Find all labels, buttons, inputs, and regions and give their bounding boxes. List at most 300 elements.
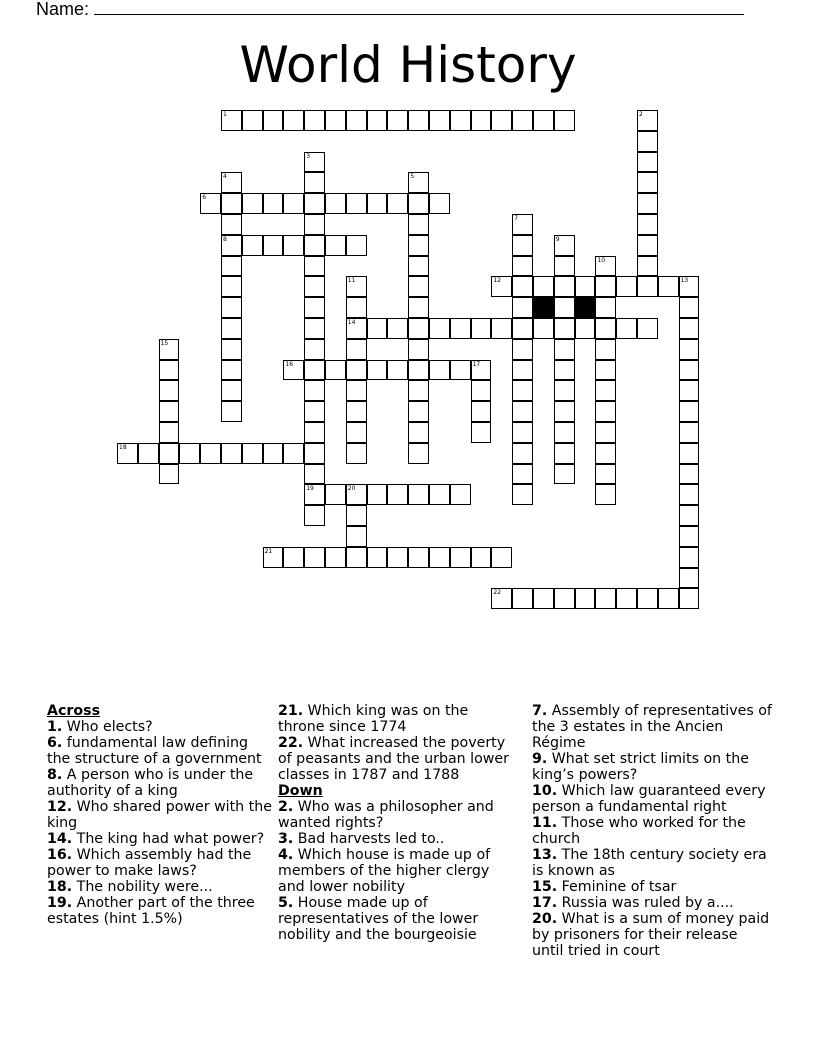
grid-cell[interactable]	[637, 172, 658, 193]
grid-cell[interactable]	[429, 547, 450, 568]
clues-column-3	[532, 703, 772, 959]
grid-cell[interactable]	[429, 484, 450, 505]
grid-cell[interactable]	[346, 547, 367, 568]
grid-cell[interactable]	[595, 339, 616, 360]
grid-cell[interactable]	[679, 380, 700, 401]
clue-number-label: 1	[223, 111, 227, 118]
grid-cell[interactable]	[179, 443, 200, 464]
name-field[interactable]	[36, 0, 744, 20]
grid-cell[interactable]	[554, 360, 575, 381]
clue-number: 2.	[278, 799, 294, 815]
grid-cell[interactable]	[221, 360, 242, 381]
grid-cell[interactable]	[512, 256, 533, 277]
grid-cell[interactable]	[221, 214, 242, 235]
grid-cell[interactable]	[616, 318, 637, 339]
grid-cell[interactable]	[679, 276, 700, 297]
grid-cell[interactable]	[512, 297, 533, 318]
grid-cell[interactable]	[159, 464, 180, 485]
grid-cell[interactable]	[367, 360, 388, 381]
grid-cell[interactable]	[471, 422, 492, 443]
grid-cell[interactable]	[595, 360, 616, 381]
clue-number-label: 12	[493, 277, 502, 285]
grid-cell[interactable]	[263, 193, 284, 214]
grid-cell[interactable]	[221, 401, 242, 422]
clue-number: 16.	[47, 847, 73, 863]
grid-cell[interactable]	[637, 110, 658, 131]
grid-cell[interactable]	[325, 110, 346, 131]
clue-number-label: 3	[306, 152, 311, 160]
clue-number: 19.	[47, 895, 73, 911]
grid-cell[interactable]	[595, 484, 616, 505]
clue-text: House made up of representatives of the lower nobility and the bourgeoisie	[278, 895, 479, 943]
clue-number-label: 21	[264, 547, 273, 555]
grid-cell[interactable]	[554, 235, 575, 256]
grid-cell[interactable]	[491, 276, 512, 297]
grid-cell[interactable]	[346, 505, 367, 526]
grid-cell[interactable]	[304, 339, 325, 360]
grid-cell[interactable]	[408, 484, 429, 505]
grid-cell[interactable]	[512, 339, 533, 360]
grid-cell[interactable]	[346, 360, 367, 381]
grid-cell[interactable]	[637, 193, 658, 214]
grid-cell[interactable]	[283, 360, 304, 381]
grid-cell[interactable]	[346, 276, 367, 297]
grid-cell[interactable]	[304, 235, 325, 256]
grid-cell[interactable]	[159, 443, 180, 464]
clue-text: What is a sum of money paid by prisoners for their release until tried in court	[532, 911, 770, 959]
grid-cell[interactable]	[429, 110, 450, 131]
grid-cell[interactable]	[595, 464, 616, 485]
grid-cell[interactable]	[679, 568, 700, 589]
clue-number: 18.	[47, 879, 73, 895]
clue-text: Which house is made up of members of the higher clergy and lower nobility	[278, 847, 491, 895]
grid-cell[interactable]	[595, 256, 616, 277]
grid-cell[interactable]	[533, 588, 554, 609]
black-cell	[575, 297, 596, 318]
clue-number: 15.	[532, 879, 558, 895]
clue-number: 14.	[47, 831, 73, 847]
clue-text: Which assembly had the power to make laws?	[47, 847, 252, 879]
grid-cell[interactable]	[637, 152, 658, 173]
clue-text: Which king was on the throne since 1774	[278, 703, 469, 735]
grid-cell[interactable]	[471, 401, 492, 422]
clue-down-3	[278, 831, 518, 847]
clue-across-6	[47, 735, 272, 767]
grid-cell[interactable]	[554, 256, 575, 277]
grid-cell[interactable]	[304, 214, 325, 235]
grid-cell[interactable]	[616, 276, 637, 297]
grid-cell[interactable]	[637, 214, 658, 235]
grid-cell[interactable]	[283, 235, 304, 256]
grid-cell[interactable]	[408, 172, 429, 193]
grid-cell[interactable]	[450, 318, 471, 339]
grid-cell[interactable]	[304, 484, 325, 505]
grid-cell[interactable]	[408, 256, 429, 277]
grid-cell[interactable]	[637, 318, 658, 339]
clue-number: 1.	[47, 719, 63, 735]
grid-cell[interactable]	[679, 318, 700, 339]
grid-cell[interactable]	[304, 297, 325, 318]
grid-cell[interactable]	[159, 422, 180, 443]
grid-cell[interactable]	[387, 318, 408, 339]
grid-cell[interactable]	[304, 547, 325, 568]
grid-cell[interactable]	[221, 235, 242, 256]
grid-cell[interactable]	[658, 588, 679, 609]
clue-text: Assembly of representatives of the 3 estates in the Ancien Régime	[532, 703, 772, 751]
grid-cell[interactable]	[117, 443, 138, 464]
clue-down-2	[278, 799, 518, 831]
grid-cell[interactable]	[575, 318, 596, 339]
grid-cell[interactable]	[679, 297, 700, 318]
grid-cell[interactable]	[387, 484, 408, 505]
grid-cell[interactable]	[408, 193, 429, 214]
grid-cell[interactable]	[408, 214, 429, 235]
grid-cell[interactable]	[512, 401, 533, 422]
grid-cell[interactable]	[637, 256, 658, 277]
grid-cell[interactable]	[367, 484, 388, 505]
grid-cell[interactable]	[346, 193, 367, 214]
clue-across-12	[47, 799, 272, 831]
grid-cell[interactable]	[533, 318, 554, 339]
grid-cell[interactable]	[491, 588, 512, 609]
clue-number-label: 5	[410, 173, 415, 181]
grid-cell[interactable]	[512, 588, 533, 609]
clue-number: 6.	[47, 735, 63, 751]
grid-cell[interactable]	[304, 276, 325, 297]
name-label: Name:	[36, 0, 90, 19]
grid-cell[interactable]	[367, 110, 388, 131]
grid-cell[interactable]	[283, 443, 304, 464]
grid-cell[interactable]	[554, 380, 575, 401]
clue-number: 11.	[532, 815, 558, 831]
clue-down-13	[532, 847, 772, 879]
grid-cell[interactable]	[512, 318, 533, 339]
grid-cell[interactable]	[387, 547, 408, 568]
clue-text: The king had what power?	[72, 831, 265, 847]
clue-number-label: 20	[347, 485, 356, 493]
grid-cell[interactable]	[408, 276, 429, 297]
grid-cell[interactable]	[408, 380, 429, 401]
grid-cell[interactable]	[221, 443, 242, 464]
grid-cell[interactable]	[304, 401, 325, 422]
clue-across-22	[278, 735, 518, 783]
grid-cell[interactable]	[346, 110, 367, 131]
grid-cell[interactable]	[221, 256, 242, 277]
clue-number-label: 7	[514, 215, 519, 222]
clue-number-label: 6	[202, 194, 207, 202]
clue-text: Russia was ruled by a....	[557, 895, 734, 911]
grid-cell[interactable]	[554, 276, 575, 297]
grid-cell[interactable]	[304, 256, 325, 277]
clue-across-1	[47, 719, 272, 735]
page-title: World History	[239, 36, 577, 94]
grid-cell[interactable]	[554, 588, 575, 609]
grid-cell[interactable]	[263, 443, 284, 464]
grid-cell[interactable]	[679, 588, 700, 609]
grid-cell[interactable]	[637, 588, 658, 609]
grid-cell[interactable]	[221, 380, 242, 401]
grid-cell[interactable]	[512, 443, 533, 464]
grid-cell[interactable]	[658, 276, 679, 297]
grid-cell[interactable]	[325, 484, 346, 505]
grid-cell[interactable]	[304, 193, 325, 214]
name-blank-line[interactable]	[94, 0, 744, 15]
grid-cell[interactable]	[595, 297, 616, 318]
clue-number: 20.	[532, 911, 558, 927]
grid-cell[interactable]	[512, 422, 533, 443]
grid-cell[interactable]	[595, 443, 616, 464]
grid-cell[interactable]	[575, 276, 596, 297]
grid-cell[interactable]	[200, 193, 221, 214]
grid-cell[interactable]	[346, 318, 367, 339]
grid-cell[interactable]	[387, 193, 408, 214]
grid-cell[interactable]	[575, 588, 596, 609]
grid-cell[interactable]	[304, 464, 325, 485]
grid-cell[interactable]	[637, 276, 658, 297]
grid-cell[interactable]	[679, 484, 700, 505]
clue-text: What set strict limits on the king’s powers?	[532, 751, 749, 783]
grid-cell[interactable]	[242, 110, 263, 131]
grid-cell[interactable]	[221, 318, 242, 339]
grid-cell[interactable]	[637, 235, 658, 256]
grid-cell[interactable]	[242, 235, 263, 256]
grid-cell[interactable]	[304, 152, 325, 173]
grid-cell[interactable]	[159, 360, 180, 381]
clue-down-10	[532, 783, 772, 815]
grid-cell[interactable]	[408, 547, 429, 568]
grid-cell[interactable]	[616, 588, 637, 609]
grid-cell[interactable]	[512, 110, 533, 131]
grid-cell[interactable]	[159, 380, 180, 401]
grid-cell[interactable]	[679, 339, 700, 360]
clue-text: Feminine of tsar	[557, 879, 677, 895]
grid-cell[interactable]	[512, 380, 533, 401]
grid-cell[interactable]	[679, 526, 700, 547]
grid-cell[interactable]	[429, 360, 450, 381]
grid-cell[interactable]	[554, 401, 575, 422]
clue-text: fundamental law defining the structure of a government	[47, 735, 262, 767]
grid-cell[interactable]	[679, 443, 700, 464]
grid-cell[interactable]	[408, 339, 429, 360]
grid-cell[interactable]	[283, 193, 304, 214]
down-heading: Down	[278, 783, 323, 799]
grid-cell[interactable]	[221, 339, 242, 360]
grid-cell[interactable]	[637, 131, 658, 152]
grid-cell[interactable]	[408, 422, 429, 443]
grid-cell[interactable]	[367, 547, 388, 568]
grid-cell[interactable]	[471, 318, 492, 339]
clue-number-label: 10	[597, 256, 606, 264]
clue-text: The nobility were...	[72, 879, 213, 895]
clue-number: 9.	[532, 751, 548, 767]
clue-number: 12.	[47, 799, 73, 815]
clue-number-label: 4	[223, 173, 227, 181]
grid-cell[interactable]	[304, 172, 325, 193]
grid-cell[interactable]	[346, 526, 367, 547]
clue-text: What increased the poverty of peasants and the urban lower classes in 1787 and 1788	[278, 735, 509, 783]
grid-cell[interactable]	[346, 484, 367, 505]
grid-cell[interactable]	[304, 318, 325, 339]
clue-number-label: 14	[347, 319, 356, 326]
grid-cell[interactable]	[346, 297, 367, 318]
grid-cell[interactable]	[221, 193, 242, 214]
grid-cell[interactable]	[512, 235, 533, 256]
grid-cell[interactable]	[408, 235, 429, 256]
clue-number-label: 2	[639, 111, 643, 118]
grid-cell[interactable]	[491, 318, 512, 339]
grid-cell[interactable]	[595, 276, 616, 297]
grid-cell[interactable]	[408, 360, 429, 381]
clue-number: 17.	[532, 895, 558, 911]
grid-cell[interactable]	[221, 110, 242, 131]
grid-cell[interactable]	[325, 193, 346, 214]
grid-cell[interactable]	[679, 422, 700, 443]
grid-cell[interactable]	[450, 360, 471, 381]
grid-cell[interactable]	[450, 547, 471, 568]
grid-cell[interactable]	[242, 193, 263, 214]
clue-across-18	[47, 879, 272, 895]
grid-cell[interactable]	[491, 110, 512, 131]
black-cell	[533, 297, 554, 318]
grid-cell[interactable]	[554, 339, 575, 360]
clue-down-20	[532, 911, 772, 959]
grid-cell[interactable]	[429, 193, 450, 214]
grid-cell[interactable]	[304, 505, 325, 526]
grid-cell[interactable]	[471, 110, 492, 131]
clue-across-8	[47, 767, 272, 799]
grid-cell[interactable]	[325, 235, 346, 256]
grid-cell[interactable]	[595, 401, 616, 422]
grid-cell[interactable]	[450, 110, 471, 131]
grid-cell[interactable]	[221, 172, 242, 193]
clue-number: 3.	[278, 831, 294, 847]
clue-number: 21.	[278, 703, 304, 719]
grid-cell[interactable]	[471, 380, 492, 401]
grid-cell[interactable]	[408, 443, 429, 464]
clue-across-19	[47, 895, 272, 927]
grid-cell[interactable]	[325, 360, 346, 381]
clue-across-21	[278, 703, 518, 735]
grid-cell[interactable]	[159, 339, 180, 360]
grid-cell[interactable]	[595, 318, 616, 339]
grid-cell[interactable]	[679, 464, 700, 485]
grid-cell[interactable]	[512, 276, 533, 297]
grid-cell[interactable]	[304, 380, 325, 401]
grid-cell[interactable]	[263, 235, 284, 256]
grid-cell[interactable]	[471, 360, 492, 381]
grid-cell[interactable]	[554, 443, 575, 464]
grid-cell[interactable]	[554, 110, 575, 131]
grid-cell[interactable]	[304, 443, 325, 464]
grid-cell[interactable]	[346, 422, 367, 443]
grid-cell[interactable]	[512, 360, 533, 381]
clue-text: Who was a philosopher and wanted rights?	[278, 799, 494, 831]
grid-cell[interactable]	[554, 422, 575, 443]
grid-cell[interactable]	[387, 110, 408, 131]
clue-text: Which law guaranteed every person a fundamental right	[532, 783, 766, 815]
grid-cell[interactable]	[512, 214, 533, 235]
clues-column-2	[278, 703, 518, 943]
clue-down-15	[532, 879, 772, 895]
grid-cell[interactable]	[304, 360, 325, 381]
grid-cell[interactable]	[367, 318, 388, 339]
clue-text: Those who worked for the church	[532, 815, 746, 847]
grid-cell[interactable]	[679, 547, 700, 568]
grid-cell[interactable]	[512, 484, 533, 505]
grid-cell[interactable]	[512, 464, 533, 485]
clue-down-9	[532, 751, 772, 783]
grid-cell[interactable]	[554, 318, 575, 339]
grid-cell[interactable]	[200, 443, 221, 464]
clue-number: 5.	[278, 895, 294, 911]
grid-cell[interactable]	[595, 588, 616, 609]
grid-cell[interactable]	[221, 297, 242, 318]
grid-cell[interactable]	[595, 380, 616, 401]
clue-number-label: 15	[160, 339, 169, 347]
grid-cell[interactable]	[138, 443, 159, 464]
grid-cell[interactable]	[408, 297, 429, 318]
clue-number: 10.	[532, 783, 558, 799]
clue-down-4	[278, 847, 518, 895]
grid-cell[interactable]	[304, 422, 325, 443]
grid-cell[interactable]	[346, 401, 367, 422]
grid-cell[interactable]	[283, 110, 304, 131]
grid-cell[interactable]	[283, 547, 304, 568]
grid-cell[interactable]	[346, 443, 367, 464]
grid-cell[interactable]	[450, 484, 471, 505]
grid-cell[interactable]	[429, 318, 450, 339]
grid-cell[interactable]	[491, 547, 512, 568]
clue-number: 4.	[278, 847, 294, 863]
clue-number: 22.	[278, 735, 304, 751]
grid-cell[interactable]	[263, 110, 284, 131]
grid-cell[interactable]	[367, 193, 388, 214]
clue-down-11	[532, 815, 772, 847]
clue-text: Bad harvests led to..	[293, 831, 445, 847]
grid-cell[interactable]	[325, 547, 346, 568]
grid-cell[interactable]	[471, 547, 492, 568]
grid-cell[interactable]	[679, 505, 700, 526]
grid-cell[interactable]	[408, 110, 429, 131]
grid-cell[interactable]	[387, 360, 408, 381]
grid-cell[interactable]	[408, 318, 429, 339]
grid-cell[interactable]	[595, 422, 616, 443]
clue-down-7	[532, 703, 772, 751]
grid-cell[interactable]	[159, 401, 180, 422]
grid-cell[interactable]	[346, 235, 367, 256]
clue-number-label: 22	[493, 589, 502, 597]
grid-cell[interactable]	[263, 547, 284, 568]
clues-column-1	[47, 703, 272, 927]
grid-cell[interactable]	[679, 360, 700, 381]
grid-cell[interactable]	[346, 380, 367, 401]
grid-cell[interactable]	[408, 401, 429, 422]
clue-text: Who elects?	[62, 719, 153, 735]
grid-cell[interactable]	[554, 464, 575, 485]
grid-cell[interactable]	[346, 339, 367, 360]
clue-number-label: 11	[347, 277, 356, 285]
grid-cell[interactable]	[554, 297, 575, 318]
grid-cell[interactable]	[221, 276, 242, 297]
clue-across-14	[47, 831, 272, 847]
grid-cell[interactable]	[679, 401, 700, 422]
grid-cell[interactable]	[533, 110, 554, 131]
grid-cell[interactable]	[242, 443, 263, 464]
clue-number: 13.	[532, 847, 558, 863]
clue-text: The 18th century society era is known as	[532, 847, 767, 879]
grid-cell[interactable]	[533, 276, 554, 297]
grid-cell[interactable]	[304, 110, 325, 131]
